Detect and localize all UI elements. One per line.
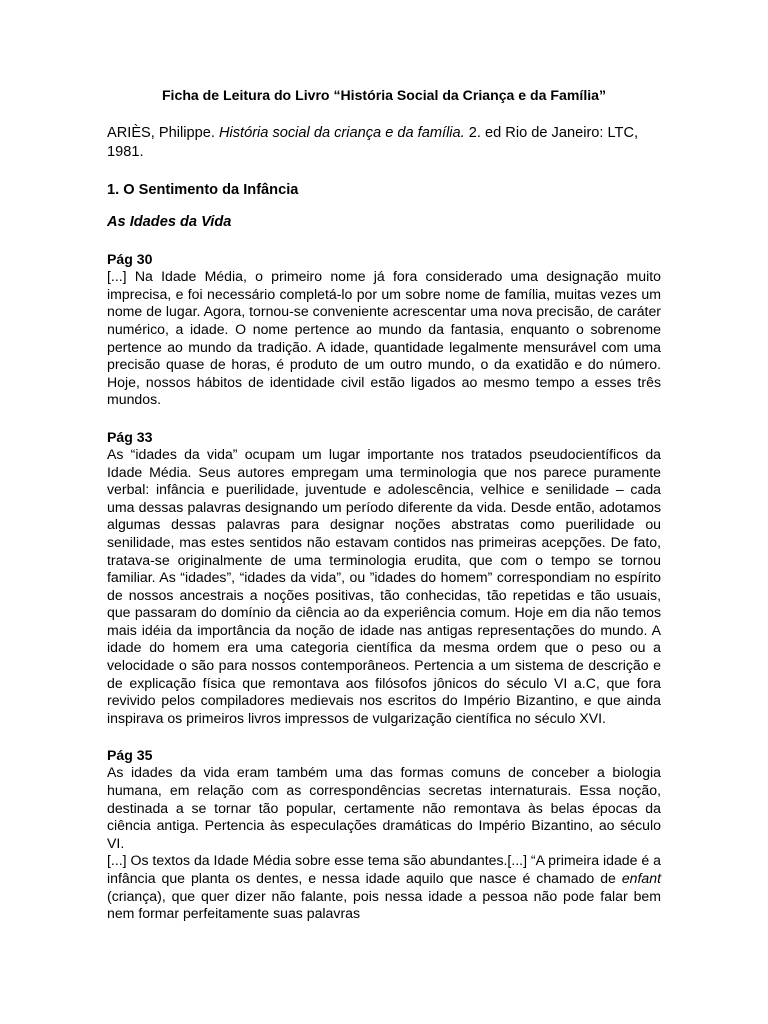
- section-heading: 1. O Sentimento da Infância: [107, 182, 299, 198]
- document-title: Ficha de Leitura do Livro “História Social da Criança e da Família”: [161, 87, 607, 103]
- entry-page-number: Pág 33: [107, 428, 153, 445]
- reference-edition: 2. ed Rio de Janeiro: LTC, 1981.: [107, 125, 639, 160]
- subsection-heading: As Idades da Vida: [107, 213, 232, 230]
- reference-author: ARIÈS, Philippe.: [107, 125, 215, 141]
- entry-text-italic-term: enfant: [621, 870, 661, 886]
- entry-text-continued: [107, 852, 661, 922]
- entry-text: As idades da vida eram também uma das formas comuns de conceber a biologia humana, em relação com as correspondências secretas internaturais. Essa noção, destinada a se tornar tão popular, certamente não remontava às belas épocas da ciência antiga. Pertencia às especulações dramáticas do Império Bizantino, ao século VI.: [107, 764, 661, 851]
- entry-text: [...] Na Idade Média, o primeiro nome já fora considerado uma designação muito imprecisa, e foi necessário completá-lo por um sobre nome de família, muitas vezes um nome de lugar. Agora, tornou-se conveniente acrescentar uma nova precisão, de caráter numérico, a idade. O nome pertence ao mundo da fantasia, enquanto o sobrenome pertence ao mundo da tradição. A idade, quantidade legalmente mensurável com uma precisão quase de horas, é produto de um outro mundo, o da exatidão e do número. Hoje, nossos hábitos de identidade civil estão ligados ao mesmo tempo a esses três mundos.: [107, 268, 661, 408]
- entry-page-number: Pág 30: [107, 251, 153, 268]
- entry-text: As “idades da vida” ocupam um lugar importante nos tratados pseudocientíficos da Idade Média. Seus autores empregam uma terminologia que nos parece puramente verbal: infância e puerilidade, juventude e adolescência, velhice e senilidade – cada uma dessas palavras designando um período diferente da vida. Desde então, adotamos algumas dessas palavras para designar noções abstratas como puerilidade ou senilidade, mas estes sentidos não estavam contidos nas primeiras acepções. De fato, tratava-se originalmente de uma terminologia erudita, que com o tempo se tornou familiar. As “idades”, “idades da vida”, ou ”idades do homem” correspondiam no espírito de nossos ancestrais a noções positivas, tão conhecidas, tão repetidas e tão usuais, que passaram do domínio da ciência ao da experiência comum. Hoje em dia não temos mais idéia da importância da noção de idade nas antigas representações do mundo. A idade do homem era uma categoria científica da mesma ordem que o peso ou a velocidade o são para nossos contemporâneos. Pertencia a um sistema de descrição e de explicação física que remontava aos filósofos jônicos do século VI a.C, que fora revivido pelos compiladores medievais nos escritos do Império Bizantino, e que ainda inspirava os primeiros livros impressos de vulgarização científica no século XVI.: [107, 445, 661, 726]
- document-page: [107, 86, 661, 922]
- entry-text-part: (criança), que quer dizer não falante, pois nessa idade a pessoa não pode falar bem nem formar perfeitamente suas palavras: [107, 887, 661, 922]
- reading-entry: [107, 250, 661, 409]
- entry-page-number: Pág 35: [107, 747, 153, 764]
- bibliographic-reference: [107, 124, 661, 162]
- reference-book-title: História social da criança e da família.: [218, 125, 465, 141]
- reading-entry: [107, 746, 661, 922]
- entry-text-part: [...] Os textos da Idade Média sobre esse tema são abundantes.[...] “A primeira idade é a infância que planta os dentes, e nessa idade aquilo que nasce é chamado de: [107, 852, 661, 886]
- reading-entry: [107, 428, 661, 728]
